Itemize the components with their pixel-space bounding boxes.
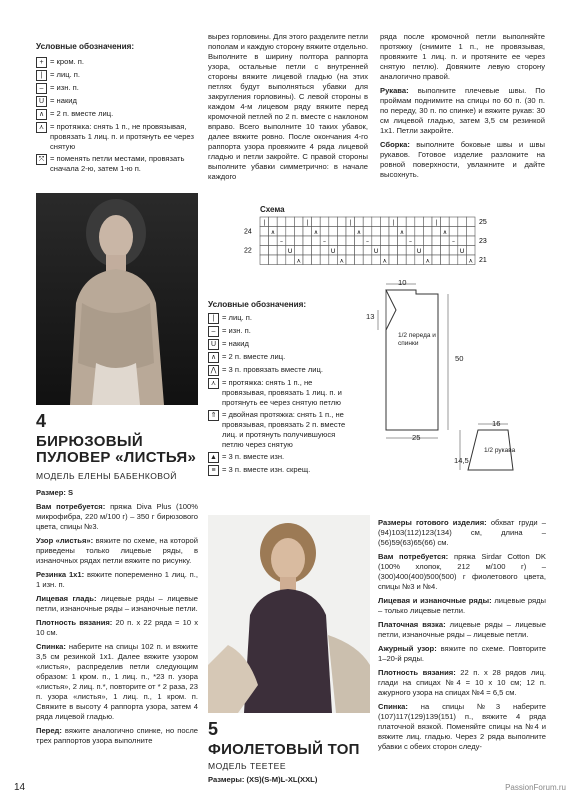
dim-top-sleeve: 16 [492,419,501,428]
legend-text: = 2 п. вместе лиц. [222,351,286,361]
sleeve-piece-label: 1/2 рукава [484,447,516,454]
stock-line [36,594,198,614]
garter-line [378,620,546,640]
sleeves-column [380,32,545,184]
lace-line [378,644,546,664]
legend-item [208,326,358,337]
scheme-cell [449,227,458,237]
scheme-cell [372,217,381,227]
scheme-cell [389,236,398,246]
legend-symbol-icon: – [36,83,47,94]
scheme-symbol: | [263,219,266,227]
legend-text: = поменять петли местами, провязать сначала 2-ю, затем 1-ю п. [50,153,185,173]
scheme-cell [432,236,441,246]
scheme-cell [355,236,364,246]
scheme-cell [337,217,346,227]
model-title: ФИОЛЕТОВЫЙ ТОП [208,740,360,758]
sleeves-paragraph [380,86,545,136]
scheme-cell [449,246,458,256]
legend-symbol-icon: ⇑ [208,410,219,421]
scheme-cell [329,255,338,265]
scheme-cell [312,246,321,256]
legend-text: = лиц. п. [50,69,81,79]
scheme-cell [346,227,355,237]
scheme-cell [406,217,415,227]
scheme-cell [389,246,398,256]
value: S [68,487,74,497]
finished-line [378,518,546,548]
scheme-symbol: | [435,219,438,227]
scheme-cell [320,255,329,265]
needs-line [378,552,546,592]
back-line [378,702,546,752]
scheme-symbol: U [416,248,422,255]
label: Узор «листья»: [36,536,94,546]
scheme-cell [277,217,286,227]
label: Лицевая и изнаночные ряды: [378,596,492,606]
legend-text: = протяжка: снять 1 п., не провязывая, провязать 1 лиц. п. и протянуть ее через снятую петлю [222,377,342,407]
scheme-cell [329,217,338,227]
scheme-cell [466,217,475,227]
scheme-cell [277,255,286,265]
scheme-symbol: ∧ [313,229,319,236]
legend-title: Условные обозначения: [36,42,135,51]
legend-symbol-icon: ⤧ [36,154,47,165]
legend-item [36,83,196,94]
legend-item [208,452,358,463]
model-author: МОДЕЛЬ TEETEE [208,761,287,772]
scheme-cell [363,255,372,265]
label: Плотность вязания: [378,668,456,678]
legend-item [208,313,358,324]
label: Резинка 1х1: [36,570,85,580]
legend-item [208,365,358,376]
pattern-line [36,536,198,566]
scheme-cell [320,227,329,237]
scheme-cell [415,227,424,237]
assembly-label: Сборка: [380,140,410,150]
scheme-cell [363,246,372,256]
label: Размеры готового изделия: [378,518,487,527]
legend-symbol-icon: ▲ [208,452,219,463]
scheme-symbol: ∧ [356,229,362,236]
scheme-symbol: ⋏ [382,257,387,265]
scheme-cell [441,255,450,265]
scheme-cell [441,217,450,227]
legend-symbol-icon: ⋀ [208,365,219,376]
value: 20 п. х 22 ряда = 10 х 10 см. [36,618,198,638]
scheme-cell [260,255,269,265]
scheme-symbol: ⋏ [339,257,344,265]
knitting-scheme [240,205,490,275]
scheme-cell [432,227,441,237]
scheme-row-number: 21 [479,257,487,264]
scheme-cell [346,246,355,256]
scheme-cell [286,227,295,237]
legend-text: = двойная протяжка: снять 1 п., не провязывая, провязать 2 п. вместе лиц. и протянуть получившуюся петлю через снятую [222,409,346,449]
scheme-cell [329,236,338,246]
scheme-cell [337,236,346,246]
scheme-cell [269,246,278,256]
scheme-cell [372,236,381,246]
scheme-cell [432,255,441,265]
scheme-cell [466,246,475,256]
scheme-symbol: | [349,219,352,227]
value: 22 п. х 28 рядов лиц. глади на спицах №4 = 10 х 10 см; 12 п. ажурного узора на спицах №4 = 6,5 см. [378,668,546,698]
scheme-cell [389,227,398,237]
woman-photo-illustration [36,193,198,405]
scheme-symbol: ⋏ [425,257,430,265]
scheme-cell [380,217,389,227]
scheme-cell [449,255,458,265]
sleeves-label: Рукава: [380,86,409,96]
dim-top-front: 10 [398,278,407,287]
woman-photo-illustration [208,515,370,713]
scheme-cell [441,246,450,256]
scheme-row-number: 23 [479,238,487,245]
scheme-symbol: ∧ [270,229,276,236]
label: Ажурный узор: [378,644,437,654]
scheme-symbol: ∧ [399,229,405,236]
label: Вам потребуется: [378,552,449,562]
front-piece-label: 1/2 переда и спинки [398,332,436,347]
scheme-cell [458,255,467,265]
scheme-cell [398,255,407,265]
paragraph: вырез горловины. Для этого разделите петли пополам и каждую сторону вяжите отдельно. Выполните в ширину полтора раппорта узора, остальные петли с внутренней стороны вяжите лицевой гладью (на этих петлях будут выполняться убавки для закругления горловины). С левой стороны в каждом 4-м лицевом ряду вяжите перед кромочной петлей по 2 п. вместе с наклоном вправо. Всего выполните 10 таких убавок, далее вяжите ровно. После окончания 4-го раппорта узора провяжите 4 ряда лицевой гладью и петли закройте. С правой стороны выполните убавки симметрично: в начале каждого [208,32,368,182]
value: вяжите аналогично спинке, но после трех раппортов узора выполните [36,726,198,746]
value: вяжите по схеме, на которой приведены только лицевые ряды, в изнаночных рядах петли вяжите по рисунку. [36,536,199,566]
scheme-cell [415,217,424,227]
legend-item [36,96,196,107]
legend-mid [208,300,358,478]
legend-item [208,378,358,408]
dim-height-sleeve: 14,5 [454,456,469,465]
label: Спинка: [378,702,408,712]
scheme-cell [294,227,303,237]
scheme-cell [269,217,278,227]
front-line [36,726,198,746]
label: Платочная вязка: [378,620,446,630]
scheme-cell [406,246,415,256]
legend-item [208,410,358,450]
size-line [36,488,198,498]
scheme-symbol: U [287,248,293,255]
scheme-symbol: ⋏ [468,257,473,265]
legend-text: = 3 п. вместе изн. скрещ. [222,464,311,474]
scheme-cell [260,227,269,237]
legend-text: = протяжка: снять 1 п., не провязывая, провязать 1 лиц. п. и протянуть ее через снятую [50,121,194,151]
value: лицевые ряды – лицевые петли, изнаночные ряды – изнаночные петли. [36,594,198,614]
rib-line [36,570,198,590]
scheme-row-number: 24 [244,228,252,236]
legend-text: = 3 п. вместе изн. [222,451,285,461]
paragraph: ряда после кромочной петли выполняйте протяжку (снимите 1 п., не провязывая, провяжите 1 лиц. п. и протяните ее через снятую петлю). Довяжите левую сторону аналогично правой. [380,32,545,82]
scheme-symbol: U [330,248,336,255]
scheme-symbol: – [323,238,326,246]
legend-text: = лиц. п. [222,312,253,322]
page-number: 14 [14,781,26,793]
scheme-cell [337,227,346,237]
scheme-cell [277,227,286,237]
value: на спицы №3 наберите (107)117(129)139(151) п., вяжите 4 ряда платочной вязкой. Поменяйте спицы на №4 и вяжите лиц. гладью. Через 2 ряда выполните убавки с обеих сторон следу- [378,702,546,752]
scheme-cell [398,217,407,227]
scheme-cell [337,246,346,256]
label: Вам потребуется: [36,501,106,511]
legend-item [208,339,358,350]
scheme-cell [355,255,364,265]
legend-item [36,57,196,68]
label: Размеры: [208,775,245,785]
scheme-cell [406,227,415,237]
legend-symbol-icon: + [36,57,47,68]
density-line [378,668,546,698]
legend-item [208,465,358,476]
scheme-row-number: 25 [479,219,487,226]
legend-text: = накид [50,95,77,105]
scheme-cell [294,246,303,256]
scheme-cell [458,236,467,246]
model-number: 4 [36,411,47,431]
value: вяжите попеременно 1 лиц. п., 1 изн. п. [36,570,198,590]
legend-symbol-icon: ∧ [208,352,219,363]
legend-symbol-icon: – [208,326,219,337]
scheme-cell [269,255,278,265]
value: пряжа Diva Plus (100% микрофибра, 220 м/100 г) – 350 г бирюзового цвета, спицы №3. [36,501,198,532]
scheme-cell [329,227,338,237]
scheme-cell [415,236,424,246]
front-continuation-text [208,32,368,186]
scheme-cell [294,236,303,246]
legend-title: Условные обозначения: [208,300,307,309]
scheme-symbol: – [409,238,412,246]
legend-item [36,122,196,152]
value: пряжа Sirdar Cotton DK (100% хлопок, 212 м/100 г) – (300)400(400)500(500) г фиолетового цвета, спицы №3 и №4. [378,552,546,592]
scheme-cell [389,255,398,265]
scheme-cell [355,246,364,256]
model-4-section [36,410,198,750]
label: Перед: [36,726,62,736]
scheme-cell [458,217,467,227]
needs-line [36,502,198,532]
scheme-cell [398,236,407,246]
scheme-cell [423,236,432,246]
legend-text: = 2 п. вместе лиц. [50,108,114,118]
value: (XS)(S-M)L-XL(XXL) [246,775,318,785]
scheme-cell [303,255,312,265]
legend-item [36,70,196,81]
value: лицевые ряды – только лицевые петли. [378,596,547,616]
model-4-photo [36,193,198,405]
scheme-cell [363,217,372,227]
legend-text: = накид [222,338,249,348]
scheme-cell [260,246,269,256]
legend-symbol-icon: ∧ [36,109,47,120]
scheme-cell [432,246,441,256]
label: Плотность вязания: [36,618,113,628]
label: Размер: [36,487,66,497]
scheme-cell [380,227,389,237]
scheme-cell [303,246,312,256]
scheme-cell [423,217,432,227]
scheme-cell [406,255,415,265]
scheme-row-number: 22 [244,247,252,255]
legend-text: = 3 п. провязать вместе лиц. [222,364,323,374]
scheme-cell [286,236,295,246]
scheme-symbol: ∧ [442,229,448,236]
scheme-symbol: U [459,248,465,255]
legend-text: = изн. п. [222,325,251,335]
scheme-symbol: | [306,219,309,227]
scheme-title: Схема [260,205,285,214]
dim-side-front: 13 [366,312,375,321]
scheme-symbol: – [366,238,369,246]
legend-list [36,57,196,174]
scheme-symbol: ⋏ [296,257,301,265]
legend-top [36,42,196,176]
scheme-cell [286,255,295,265]
scheme-cell [380,246,389,256]
legend-item [36,154,196,174]
legend-symbol-icon: ⋏ [208,378,219,389]
scheme-cell [372,255,381,265]
model-number: 5 [208,719,219,739]
legend-symbol-icon: ⋏ [36,122,47,133]
model-5-text [378,518,546,756]
label: Спинка: [36,642,66,652]
legend-symbol-icon: | [208,313,219,324]
legend-text: = кром. п. [50,56,84,66]
scheme-cell [303,227,312,237]
scheme-cell [372,227,381,237]
scheme-cell [346,255,355,265]
scheme-cell [380,236,389,246]
scheme-cell [346,236,355,246]
legend-text: = изн. п. [50,82,79,92]
sizes-line [208,775,373,785]
legend-symbol-icon: ≡ [208,465,219,476]
stock-line [378,596,546,616]
scheme-cell [303,236,312,246]
scheme-cell [423,246,432,256]
model-author: МОДЕЛЬ ЕЛЕНЫ БАБЕНКОВОЙ [36,470,177,481]
scheme-cell [466,227,475,237]
label: Лицевая гладь: [36,594,97,604]
legend-symbol-icon: | [36,70,47,81]
scheme-cell [449,217,458,227]
sleeves-text: выполните плечевые швы. По проймам поднимите на спицы по 60 п. (30 п. по переду, 30 п. по спинке) и вяжите рукав: 30 см лицевой гладью, затем 3,5 см резинкой 1х1. Петли закройте. [380,86,545,136]
scheme-cell [441,236,450,246]
scheme-symbol: | [392,219,395,227]
legend-item [208,352,358,363]
scheme-cell [398,246,407,256]
density-line [36,618,198,638]
scheme-cell [320,246,329,256]
scheme-cell [355,217,364,227]
legend-symbol-icon: U [208,339,219,350]
scheme-cell [312,255,321,265]
dim-height-front: 50 [455,354,464,363]
assembly-text: выполните боковые швы и швы рукавов. Готовое изделие разложите на ровной поверхности, увлажните и дайте высохнуть. [380,140,545,180]
scheme-cell [423,227,432,237]
scheme-cell [294,217,303,227]
scheme-symbol: – [452,238,455,246]
dim-width-front: 25 [412,433,421,442]
legend-symbol-icon: U [36,96,47,107]
value: обхват груди – (94)103(112)123(134) см, длина – (56)59(63)65(66) см. [378,518,546,548]
model-5-photo [208,515,370,713]
value: вяжите по схеме. Повторите 1–20-й ряды. [378,644,546,664]
model-title: БИРЮЗОВЫЙ ПУЛОВЕР «ЛИСТЬЯ» [36,432,197,467]
scheme-cell [415,255,424,265]
scheme-cell [458,227,467,237]
scheme-cell [277,246,286,256]
watermark: PassionForum.ru [505,783,566,793]
scheme-cell [312,236,321,246]
scheme-grid [240,215,490,281]
scheme-symbol: – [280,238,283,246]
scheme-cell [466,236,475,246]
back-line [36,642,198,722]
legend-item [36,109,196,120]
model-5-heading [208,718,373,785]
value: лицевые ряды – лицевые петли, изнаночные ряды – лицевые петли. [378,620,546,640]
scheme-cell [260,236,269,246]
scheme-cell [312,217,321,227]
scheme-cell [363,227,372,237]
scheme-cell [286,217,295,227]
assembly-paragraph [380,140,545,180]
scheme-cell [320,217,329,227]
value: наберите на спицы 102 п. и вяжите 3,5 см резинкой 1х1. Далее вяжите узором «листья», распределив петли следующим образом: 1 кром. п., 1 лиц. п., *23 п. узора «листья», 2 лиц. п.*, повторите от * 2 раза, 23 п. узора «листья», 1 лиц. п., 1 кром. п. Свяжите в высоту 4 раппорта узора, затем 4 ряда лицевой гладью. [36,642,198,722]
scheme-cell [269,236,278,246]
legend-list [208,313,358,476]
scheme-symbol: U [373,248,379,255]
